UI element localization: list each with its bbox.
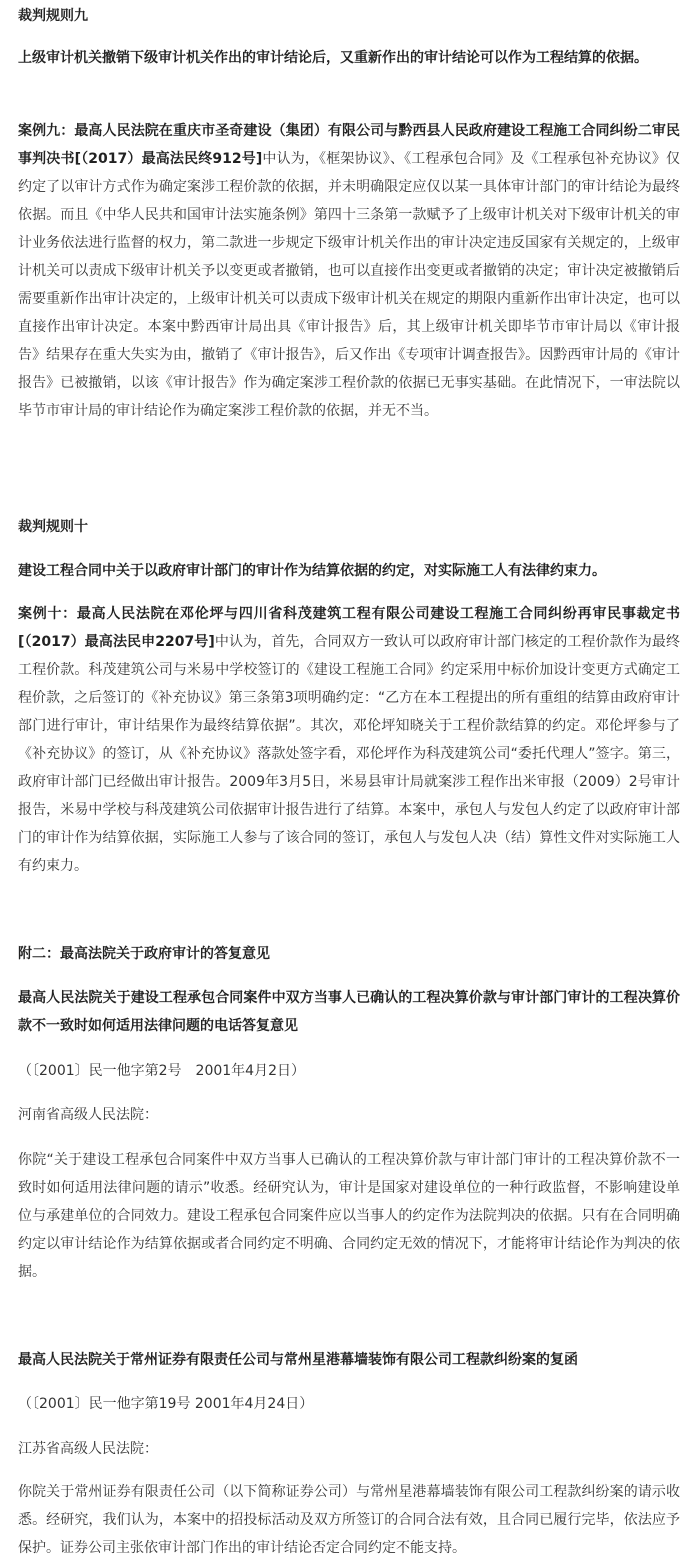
case-10-lead: 案例十：最高人民法院在邓伦坪与四川省科茂建筑工程有限公司建设工程施工合同纠纷再审民事裁定书[（2017）最高法民申2207号] bbox=[18, 606, 680, 650]
reply-2-reference: （〔2001〕民一他字第19号 2001年4月24日） bbox=[18, 1396, 314, 1412]
reply-1-addressee: 河南省高级人民法院： bbox=[18, 1107, 158, 1123]
rule-10-heading: 裁判规则十 bbox=[18, 519, 88, 535]
case-9-body: 中认为，《框架协议》、《工程承包合同》及《工程承包补充协议》仅约定了以审计方式作为确定案涉工程价款的依据，并未明确限定应仅以某一具体审计部门的审计结论为最终依据。而且《中华人民共和国审计法实施条例》第四十三条第一款赋予了上级审计机关对下级审计机关的审计业务依法进行监督的权力，第二款进一步规定下级审计机关作出的审计决定违反国家有关规定的，上级审计机关可以责成下级审计机关予以变更或者撤销，也可以直接作出变更或者撤销的决定；审计决定被撤销后需要重新作出审计决定的，上级审计机关可以责成下级审计机关在规定的期限内重新作出审计决定，也可以直接作出审计决定。本案中黔西审计局出具《审计报告》后，其上级审计机关即毕节市审计局以《审计报告》结果存在重大失实为由，撤销了《审计报告》，后又作出《专项审计调查报告》。因黔西审计局的《审计报告》已被撤销，以该《审计报告》作为确定案涉工程价款的依据已无事实基础。在此情况下，一审法院以毕节市审计局的审计结论作为确定案涉工程价款的依据，并无不当。 bbox=[18, 151, 680, 419]
appendix-heading: 附二：最高法院关于政府审计的答复意见 bbox=[18, 946, 270, 962]
reply-1-title: 最高人民法院关于建设工程承包合同案件中双方当事人已确认的工程决算价款与审计部门审计的工程决算价款不一致时如何适用法律问题的电话答复意见 bbox=[18, 990, 680, 1034]
rule-10-statement: 建设工程合同中关于以政府审计部门的审计作为结算依据的约定，对实际施工人有法律约束力。 bbox=[18, 563, 606, 579]
case-9-lead: 案例九：最高人民法院在重庆市圣奇建设（集团）有限公司与黔西县人民政府建设工程施工合同纠纷二审民事判决书[（2017）最高法民终912号] bbox=[18, 123, 680, 167]
rule-9-statement: 上级审计机关撤销下级审计机关作出的审计结论后，又重新作出的审计结论可以作为工程结算的依据。 bbox=[18, 50, 648, 66]
reply-2-title: 最高人民法院关于常州证券有限责任公司与常州星港幕墙装饰有限公司工程款纠纷案的复函 bbox=[18, 1352, 578, 1368]
reply-2-body: 你院关于常州证券有限责任公司（以下简称证券公司）与常州星港幕墙装饰有限公司工程款纠纷案的请示收悉。经研究，我们认为，本案中的招投标活动及双方所签订的合同合法有效，且合同已履行完毕，依法应予保护。证券公司主张依审计部门作出的审计结论否定合同约定不能支持。 bbox=[18, 1484, 680, 1556]
case-10-paragraph bbox=[18, 600, 680, 880]
reply-2-addressee: 江苏省高级人民法院： bbox=[18, 1441, 158, 1457]
case-10-body: 中认为，首先，合同双方一致认可以政府审计部门核定的工程价款作为最终工程价款。科茂建筑公司与米易中学校签订的《建设工程施工合同》约定采用中标价加设计变更方式确定工程价款，之后签订的《补充协议》第三条第3项明确约定：“乙方在本工程提出的所有重组的结算由政府审计部门进行审计，审计结果作为最终结算依据”。其次，邓伦坪知晓关于工程价款结算的约定。邓伦坪参与了《补充协议》的签订，从《补充协议》落款处签字看，邓伦坪作为科茂建筑公司“委托代理人”签字。第三，政府审计部门已经做出审计报告。2009年3月5日，米易县审计局就案涉工程作出米审报（2009）2号审计报告，米易中学校与科茂建筑公司依据审计报告进行了结算。本案中，承包人与发包人约定了以政府审计部门的审计作为结算依据，实际施工人参与了该合同的签订，承包人与发包人决（结）算性文件对实际施工人有约束力。 bbox=[18, 634, 680, 874]
rule-9-heading: 裁判规则九 bbox=[18, 8, 88, 24]
case-9-paragraph bbox=[18, 117, 680, 425]
reply-1-reference: （〔2001〕民一他字第2号 2001年4月2日） bbox=[18, 1063, 305, 1079]
reply-1-body: 你院“关于建设工程承包合同案件中双方当事人已确认的工程决算价款与审计部门审计的工程决算价款不一致时如何适用法律问题的请示”收悉。经研究认为，审计是国家对建设单位的一种行政监督，不影响建设单位与承建单位的合同效力。建设工程承包合同案件应以当事人的约定作为法院判决的依据。只有在合同明确约定以审计结论作为结算依据或者合同约定不明确、合同约定无效的情况下，才能将审计结论作为判决的依据。 bbox=[18, 1152, 680, 1280]
